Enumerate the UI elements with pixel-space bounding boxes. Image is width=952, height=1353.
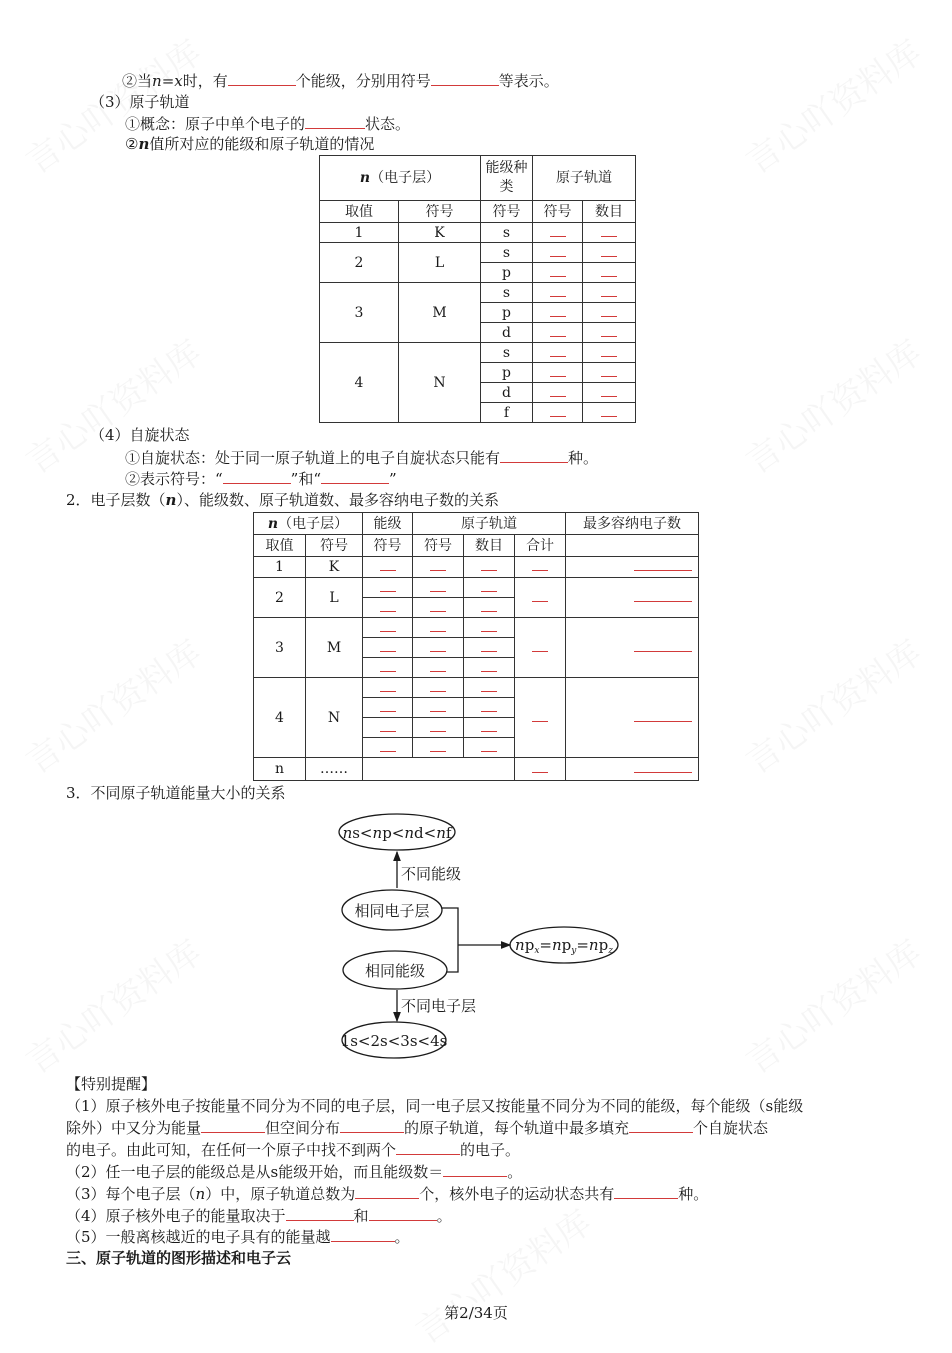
cell-level-symbol: f [481, 403, 533, 423]
cell-n-value: 2 [254, 578, 306, 618]
text: ”和“ [290, 470, 322, 488]
cell-n-value: n [254, 758, 306, 781]
header-level-symbol: 符号 [363, 535, 413, 557]
cell-shell-symbol: N [306, 678, 363, 758]
text: 个，核外电子的运动状态共有 [419, 1185, 615, 1203]
text: 个能级，分别用符号 [295, 72, 431, 90]
header-value: 取值 [254, 535, 306, 557]
blank-energy-level[interactable] [331, 1226, 395, 1242]
reminder-title: 【特别提醒】 [66, 1075, 157, 1093]
cell-n-value: 2 [320, 243, 399, 283]
node-same-shell-label: 相同电子层 [354, 902, 430, 920]
reminder-1-line-3 [66, 1139, 520, 1159]
header-level-kind: 能级种类 [481, 156, 533, 201]
cell-shell-symbol: M [306, 618, 363, 678]
text: 等表示。 [498, 72, 559, 90]
reminder-1-line-2 [66, 1117, 768, 1137]
text: = [161, 72, 175, 90]
cell-level-symbol: s [481, 343, 533, 363]
text: （电子层） [370, 170, 441, 186]
label-diff-shell: 不同电子层 [401, 997, 477, 1015]
header-orbital-symbol: 符号 [533, 201, 583, 223]
cell-level-symbol: s [481, 223, 533, 243]
blank-level-number[interactable] [443, 1161, 507, 1177]
cell-shell-symbol: M [399, 283, 481, 343]
var-n: n [195, 1185, 206, 1203]
reminder-2 [66, 1161, 522, 1181]
orbital-heading: （3）原子轨道 [90, 93, 190, 111]
text: 和 [353, 1207, 369, 1225]
text: ①自旋状态：处于同一原子轨道上的电子自旋状态只能有 [125, 449, 501, 467]
spin-heading: （4）自旋状态 [90, 426, 190, 444]
text: 值所对应的能级和原子轨道的情况 [149, 135, 375, 153]
text: ②表示符号：“ [125, 470, 223, 488]
text: 的电子。由此可知，在任何一个原子中找不到两个 [66, 1141, 397, 1159]
blank-depends-1[interactable] [286, 1205, 354, 1221]
cell-shell-symbol: L [399, 243, 481, 283]
cell-level-symbol: p [481, 363, 533, 383]
cell-n-value: 4 [320, 343, 399, 423]
text: 时，有 [182, 72, 228, 90]
node-right-label: $np_x=np_y=np_z$ [515, 936, 613, 956]
var-n: n [267, 515, 279, 532]
cell-n-value: 3 [254, 618, 306, 678]
text: ）、能级数、原子轨道数、最多容纳电子数的关系 [176, 491, 499, 509]
header-orbital-count: 数目 [464, 535, 515, 557]
node-top-label: ns<np<nd<nf [342, 824, 452, 842]
header-max-electrons: 最多容纳电子数 [566, 513, 699, 535]
var-n: n [152, 72, 162, 90]
cell-shell-symbol: K [399, 223, 481, 243]
text: 的原子轨道，每个轨道中最多填充 [404, 1119, 630, 1137]
blank-orbital-total[interactable] [355, 1183, 419, 1199]
cell-n-value: 1 [254, 557, 306, 578]
cell-n-value: 4 [254, 678, 306, 758]
blank-depends-2[interactable] [369, 1205, 437, 1221]
text: ②当 [122, 72, 153, 90]
header-level-symbol: 符号 [481, 201, 533, 223]
text: 。 [436, 1207, 452, 1225]
label-diff-level: 不同能级 [401, 865, 462, 883]
reminder-4 [66, 1205, 452, 1225]
blank-energy[interactable] [201, 1117, 265, 1133]
node-bottom-label: 1s<2s<3s<4s [340, 1032, 448, 1050]
cell-shell-symbol: N [399, 343, 481, 423]
cell-shell-symbol: …… [306, 758, 363, 781]
cell-level-symbol: s [481, 243, 533, 263]
text: 2．电子层数（ [66, 491, 166, 509]
header-orbital-count: 数目 [583, 201, 636, 223]
var-n: n [359, 170, 371, 186]
cell-level-symbol: p [481, 303, 533, 323]
var-n: n [138, 135, 150, 153]
text: 状态。 [365, 115, 411, 133]
header-orbital-symbol: 符号 [413, 535, 464, 557]
text: 。 [394, 1228, 410, 1246]
section-3-title: 三、原子轨道的图形描述和电子云 [66, 1249, 292, 1267]
energy-heading: 3．不同原子轨道能量大小的关系 [66, 784, 286, 802]
blank-same-state[interactable] [396, 1139, 460, 1155]
cell-n-value: 1 [320, 223, 399, 243]
reminder-5 [66, 1226, 410, 1246]
text: 种。 [568, 449, 599, 467]
var-x: x [174, 72, 183, 90]
cell-shell-symbol: L [306, 578, 363, 618]
node-same-level-label: 相同能级 [364, 962, 426, 980]
cell-level-symbol: p [481, 263, 533, 283]
text: 除外）中又分为能量 [66, 1119, 202, 1137]
text: （2）任一电子层的能级总是从s能级开始，而且能级数＝ [66, 1163, 444, 1181]
var-n: n [165, 491, 177, 509]
header-orbital: 原子轨道 [533, 156, 636, 201]
cell-level-symbol: s [481, 283, 533, 303]
text: ①概念：原子中单个电子的 [125, 115, 306, 133]
text: 但空间分布 [265, 1119, 341, 1137]
header-symbol: 符号 [399, 201, 481, 223]
text: ” [389, 470, 397, 488]
header-symbol: 符号 [306, 535, 363, 557]
text: 种。 [678, 1185, 709, 1203]
blank-fill[interactable] [629, 1117, 693, 1133]
header-level: 能级 [363, 513, 413, 535]
header-orbital: 原子轨道 [413, 513, 566, 535]
text: ）中，原子轨道总数为 [205, 1185, 356, 1203]
header-value: 取值 [320, 201, 399, 223]
text: （5）一般离核越近的电子具有的能量越 [66, 1228, 331, 1246]
cell-shell-symbol: K [306, 557, 363, 578]
text: ② [125, 135, 139, 153]
blank-motion-states[interactable] [614, 1183, 678, 1199]
cell-n-value: 3 [320, 283, 399, 343]
text: （3）每个电子层（ [66, 1185, 196, 1203]
text: 。 [507, 1163, 523, 1181]
text: 的电子。 [460, 1141, 521, 1159]
text: （4）原子核外电子的能量取决于 [66, 1207, 286, 1225]
cell-level-symbol: d [481, 383, 533, 403]
header-total: 合计 [515, 535, 566, 557]
text: （电子层） [278, 515, 349, 532]
reminder-3 [66, 1183, 708, 1203]
reminder-1-line-1: （1）原子核外电子按能量不同分为不同的电子层，同一电子层又按能量不同分为不同的能级，每个能级（s能级 [66, 1097, 804, 1115]
cell-level-symbol: d [481, 323, 533, 343]
blank-distribution[interactable] [340, 1117, 404, 1133]
page-number: 第2/34页 [444, 1304, 508, 1322]
text: 个自旋状态 [693, 1119, 769, 1137]
